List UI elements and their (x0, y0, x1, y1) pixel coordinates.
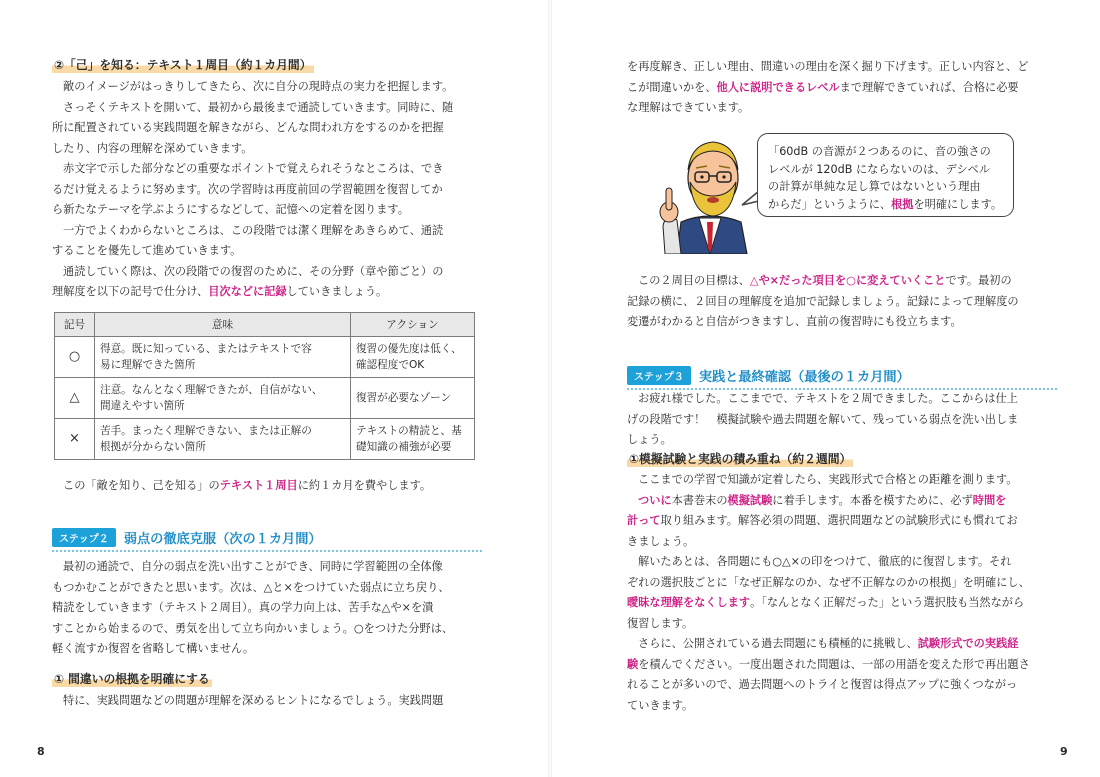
table-header-row (55, 313, 475, 337)
paragraph: 解いたあとは、各問題にも○△×の印をつけて、徹底的に復習します。それ ぞれの選択肢ごとに「なぜ正解なのか、なぜ不正解なのかの根拠」を明確にし、 曖昧な理解をなくします。「なんとなく正解だった」という選択肢も当然ながら 復習します。 (627, 555, 1030, 630)
emphasis-text: 根拠 (891, 197, 914, 211)
step-title: 弱点の徹底克服（次の１カ月間） (123, 532, 322, 547)
paragraph: 最初の通読で、自分の弱点を洗い出すことができ、同時に学習範囲の全体像 もつかむことができたと思います。次は、△と×をつけていた弱点に立ち戻り、 精読をしていきます（テキスト２周目）。真の学力向上は、苦手な△や×を潰 すことから始まるので、勇気を出して立ち向かいましょう。○をつけた分野は、 軽く流すか復習を省略して構いません。 (52, 560, 454, 655)
step2-header (52, 528, 482, 552)
mark-cell: ○ (55, 337, 95, 378)
paragraph: 特に、実践問題などの問題が理解を深めるヒントになるでしょう。実践問題 (63, 694, 444, 707)
paragraph: ここまでの学習で知識が定着したら、実践形式で合格との距離を測ります。 (638, 473, 1018, 486)
mark-cell: △ (55, 378, 95, 419)
paragraph: 通読していく際は、次の段階での復習のために、その分野（章や節ごと）の 理解度を以下の記号で仕分け、目次などに記録していきましょう。 (52, 264, 444, 298)
section1-body (52, 77, 482, 303)
mark-cell: × (55, 419, 95, 460)
section3-heading-block (627, 450, 853, 467)
step-badge: ステップ３ (627, 366, 691, 385)
column-header: 意味 (95, 313, 351, 337)
section2-heading-block (52, 670, 212, 687)
section1-heading: ②「己」を知る：テキスト１周目（約１カ月間） (54, 58, 312, 72)
column-header: アクション (351, 313, 475, 337)
table-row (55, 419, 475, 460)
step-title: 実践と最終確認（最後の１カ月間） (698, 370, 910, 385)
meaning-cell: 苦手。まったく理解できない、または正解の 根拠が分からない箇所 (95, 419, 351, 460)
speech-bubble: 「60dB の音源が２つあるのに、音の強さの レベルが 120dB にならないのは、デシベル の計算が単純な足し算ではないという理由 からだ」というように、根拠を明確にします。 (757, 133, 1014, 217)
meaning-cell: 注意。なんとなく理解できたが、自信がない、 間違えやすい箇所 (95, 378, 351, 419)
meaning-cell: 得意。既に知っている、またはテキストで容 易に理解できた箇所 (95, 337, 351, 378)
table-row (55, 378, 475, 419)
emphasis-text: 他人に説明できるレベル (716, 80, 840, 94)
paragraph: この「敵を知り、己を知る」のテキスト１周目に約１カ月を費やします。 (63, 479, 432, 492)
section2-heading: ① 間違いの根拠を明確にする (54, 672, 210, 686)
paragraph: 一方でよくわからないところは、この段階では潔く理解をあきらめて、通読 することを優先して進めていきます。 (52, 223, 444, 257)
paragraph: 敵のイメージがはっきりしてきたら、次に自分の現時点の実力を把握します。 (63, 80, 454, 93)
action-cell: 復習が必要なゾーン (351, 378, 475, 419)
paragraph: さっそくテキストを開いて、最初から最後まで通読していきます。同時に、随 所に配置されている実践問題を解きながら、どんな問われ方をするのかを把握 したり、内容の理解を深めていきます。 (52, 100, 454, 155)
paragraph: この２周目の目標は、△や×だった項目を○に変えていくことです。最初の 記録の横に、２回目の理解度を追加で記録しましょう。記録によって理解度の 変遷がわかると自信がつきますし、直前の復習時にも役立ちます。 (627, 274, 1019, 328)
paragraph: ついに本書巻末の模擬試験に着手します。本番を模すために、必ず時間を 計って取り組みます。解答必須の問題、選択問題などの試験形式にも慣れてお きましょう。 (627, 493, 1018, 548)
emphasis-text: △や×だった項目を○に変えていくこと (749, 274, 946, 287)
emphasis-text: テキスト１周目 (219, 479, 298, 492)
section1-heading-block (52, 56, 314, 73)
paragraph: 赤文字で示した部分などの重要なポイントで覚えられそうなところは、でき るだけ覚えるように努めます。次の学習時は再度前回の学習範囲を復習してか ら新たなテーマを学ぶようにするなどして、記憶への定着を図ります。 (52, 162, 444, 216)
emphasis-text: 目次などに記録 (208, 285, 287, 298)
paragraph: お疲れ様でした。ここまでで、テキストを２周できました。ここからは仕上 げの段階です！ 模擬試験や過去問題を解いて、残っている弱点を洗い出しま しょう。 (627, 392, 1019, 446)
section3-heading: ①模擬試験と実践の積み重ね（約２週間） (629, 452, 852, 466)
action-cell: 復習の優先度は低く、 確認程度でOK (351, 337, 475, 378)
column-header: 記号 (55, 313, 95, 337)
paragraph: さらに、公開されている過去問題にも積極的に挑戦し、試験形式での実践経 験を積んでください。一度出題された問題は、一部の用語を変えた形で再出題さ れることが多いので、過去問題へのトライと復習は得点アップに強くつながっ ていきます。 (627, 637, 1030, 712)
step3-header (627, 366, 1057, 390)
right-page (550, 0, 1100, 777)
symbol-table (54, 312, 475, 460)
section3-body (627, 470, 1072, 716)
step-badge: ステップ２ (52, 528, 116, 547)
page-number: 9 (1060, 745, 1068, 758)
paragraph: を再度解き、正しい理由、間違いの理由を深く掘り下げます。正しい内容と、ど こが間違いかを、他人に説明できるレベルまで理解できていれば、合格に必要 な理解はできています。 (627, 60, 1029, 114)
page-number: 8 (37, 745, 45, 758)
table-row (55, 337, 475, 378)
action-cell: テキストの精読と、基 礎知識の補強が必要 (351, 419, 475, 460)
